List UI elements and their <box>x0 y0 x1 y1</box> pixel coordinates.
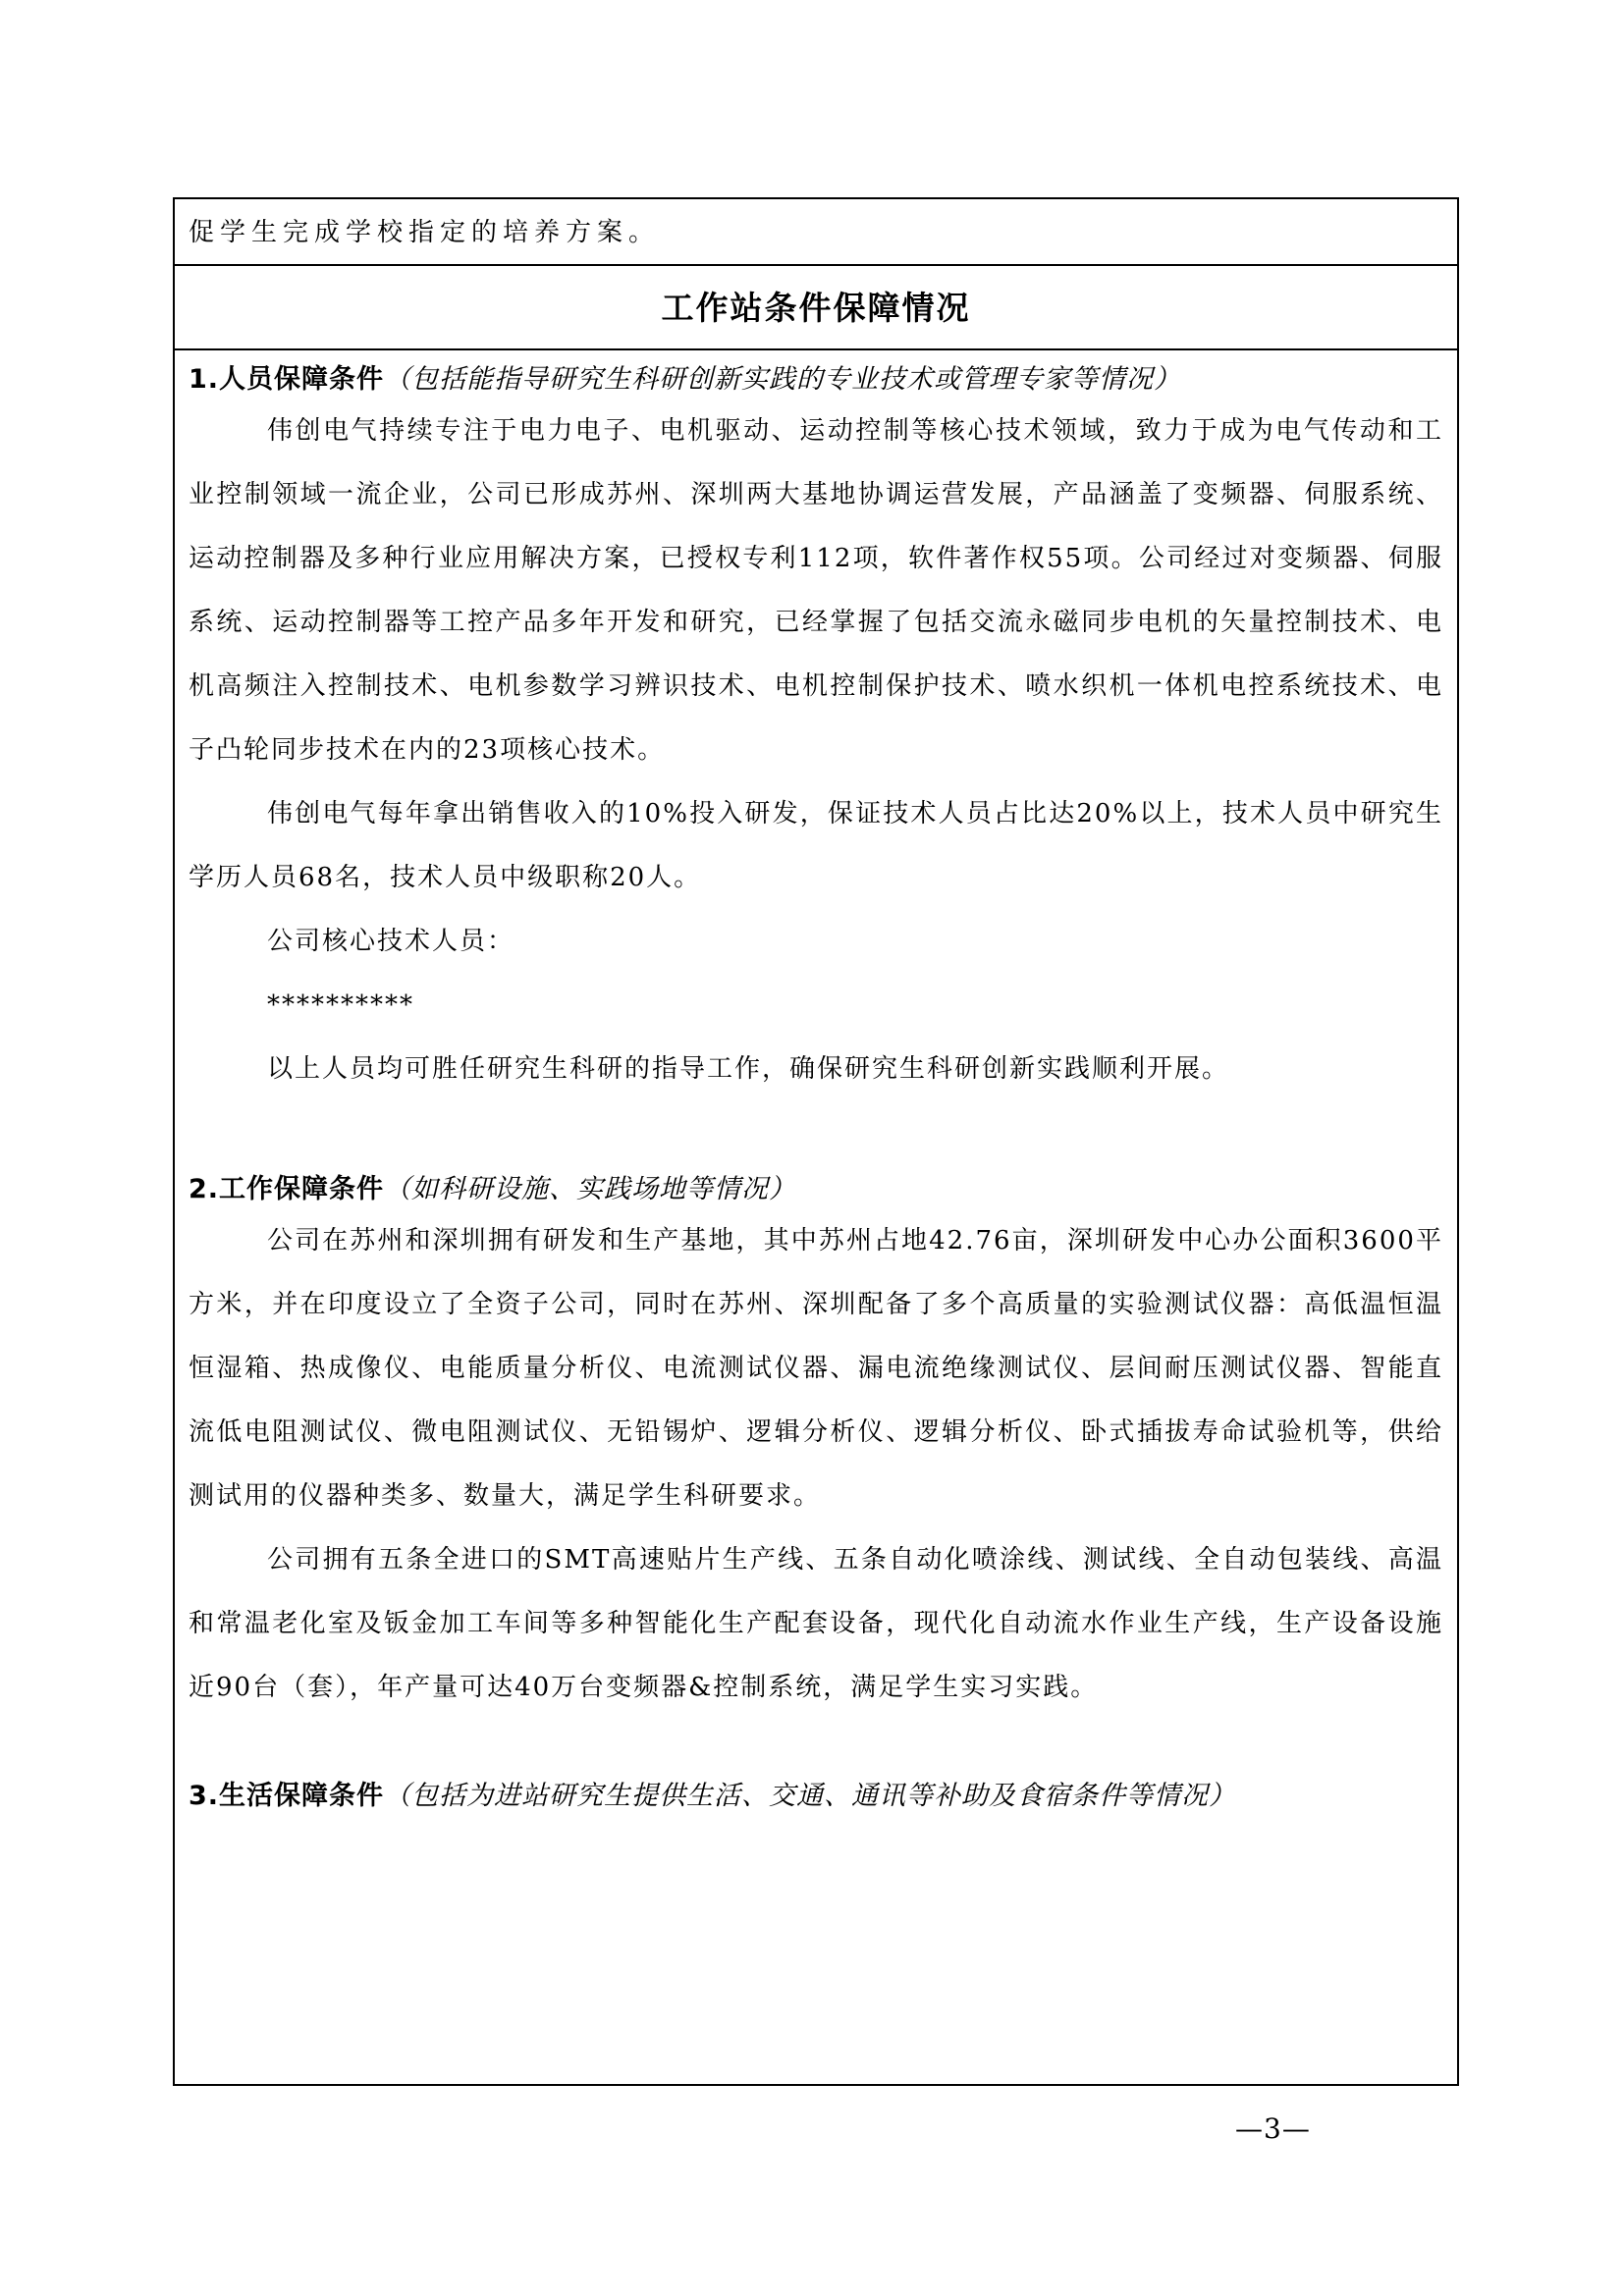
paragraph: 公司核心技术人员： <box>267 927 515 956</box>
heading-label: 1.人员保障条件 <box>189 364 385 395</box>
heading-work <box>189 1170 1443 1209</box>
paragraph: 以上人员均可胜任研究生科研的指导工作，确保研究生科研创新实践顺利开展。 <box>267 1054 1230 1084</box>
document-table <box>173 197 1459 2086</box>
heading-personnel <box>189 360 1443 400</box>
heading-note: （包括为进站研究生提供生活、交通、通讯等补助及食宿条件等情况） <box>384 1781 1237 1811</box>
paragraph: 伟创电气持续专注于电力电子、电机驱动、运动控制等核心技术领域，致力于成为电气传动和工业控制领域一流企业，公司已形成苏州、深圳两大基地协调运营发展，产品涵盖了变频器、伺服系统、运动控制器及多种行业应用解决方案，已授权专利112项，软件著作权55项。公司经过对变频器、伺服系统、运动控制器等工控产品多年开发和研究，已经掌握了包括交流永磁同步电机的矢量控制技术、电机高频注入控制技术、电机参数学习辨识技术、电机控制保护技术、喷水织机一体机电控系统技术、电子凸轮同步技术在内的23项核心技术。 <box>189 416 1443 765</box>
table-content <box>175 360 1457 1816</box>
section-title: 工作站条件保障情况 <box>175 266 1457 350</box>
redacted-names: ********** <box>267 990 414 1020</box>
heading-note: （包括能指导研究生科研创新实践的专业技术或管理专家等情况） <box>384 364 1182 395</box>
previous-row-text: 促学生完成学校指定的培养方案。 <box>175 199 1457 266</box>
heading-living <box>189 1777 1443 1816</box>
paragraph: 伟创电气每年拿出销售收入的10%投入研发，保证技术人员占比达20%以上，技术人员中研究生学历人员68名，技术人员中级职称20人。 <box>189 799 1443 892</box>
page-number: —3— <box>1235 2112 1311 2145</box>
heading-label: 3.生活保障条件 <box>189 1781 385 1811</box>
paragraph: 公司拥有五条全进口的SMT高速贴片生产线、五条自动化喷涂线、测试线、全自动包装线、高温和常温老化室及钣金加工车间等多种智能化生产配套设备，现代化自动流水作业生产线，生产设备设施近90台（套），年产量可达40万台变频器&控制系统，满足学生实习实践。 <box>189 1545 1443 1702</box>
paragraph: 公司在苏州和深圳拥有研发和生产基地，其中苏州占地42.76亩，深圳研发中心办公面积3600平方米，并在印度设立了全资子公司，同时在苏州、深圳配备了多个高质量的实验测试仪器：高低温恒温恒湿箱、热成像仪、电能质量分析仪、电流测试仪器、漏电流绝缘测试仪、层间耐压测试仪器、智能直流低电阻测试仪、微电阻测试仪、无铅锡炉、逻辑分析仪、逻辑分析仪、卧式插拔寿命试验机等，供给测试用的仪器种类多、数量大，满足学生科研要求。 <box>189 1226 1443 1511</box>
heading-note: （如科研设施、实践场地等情况） <box>384 1174 797 1204</box>
heading-label: 2.工作保障条件 <box>189 1174 385 1204</box>
